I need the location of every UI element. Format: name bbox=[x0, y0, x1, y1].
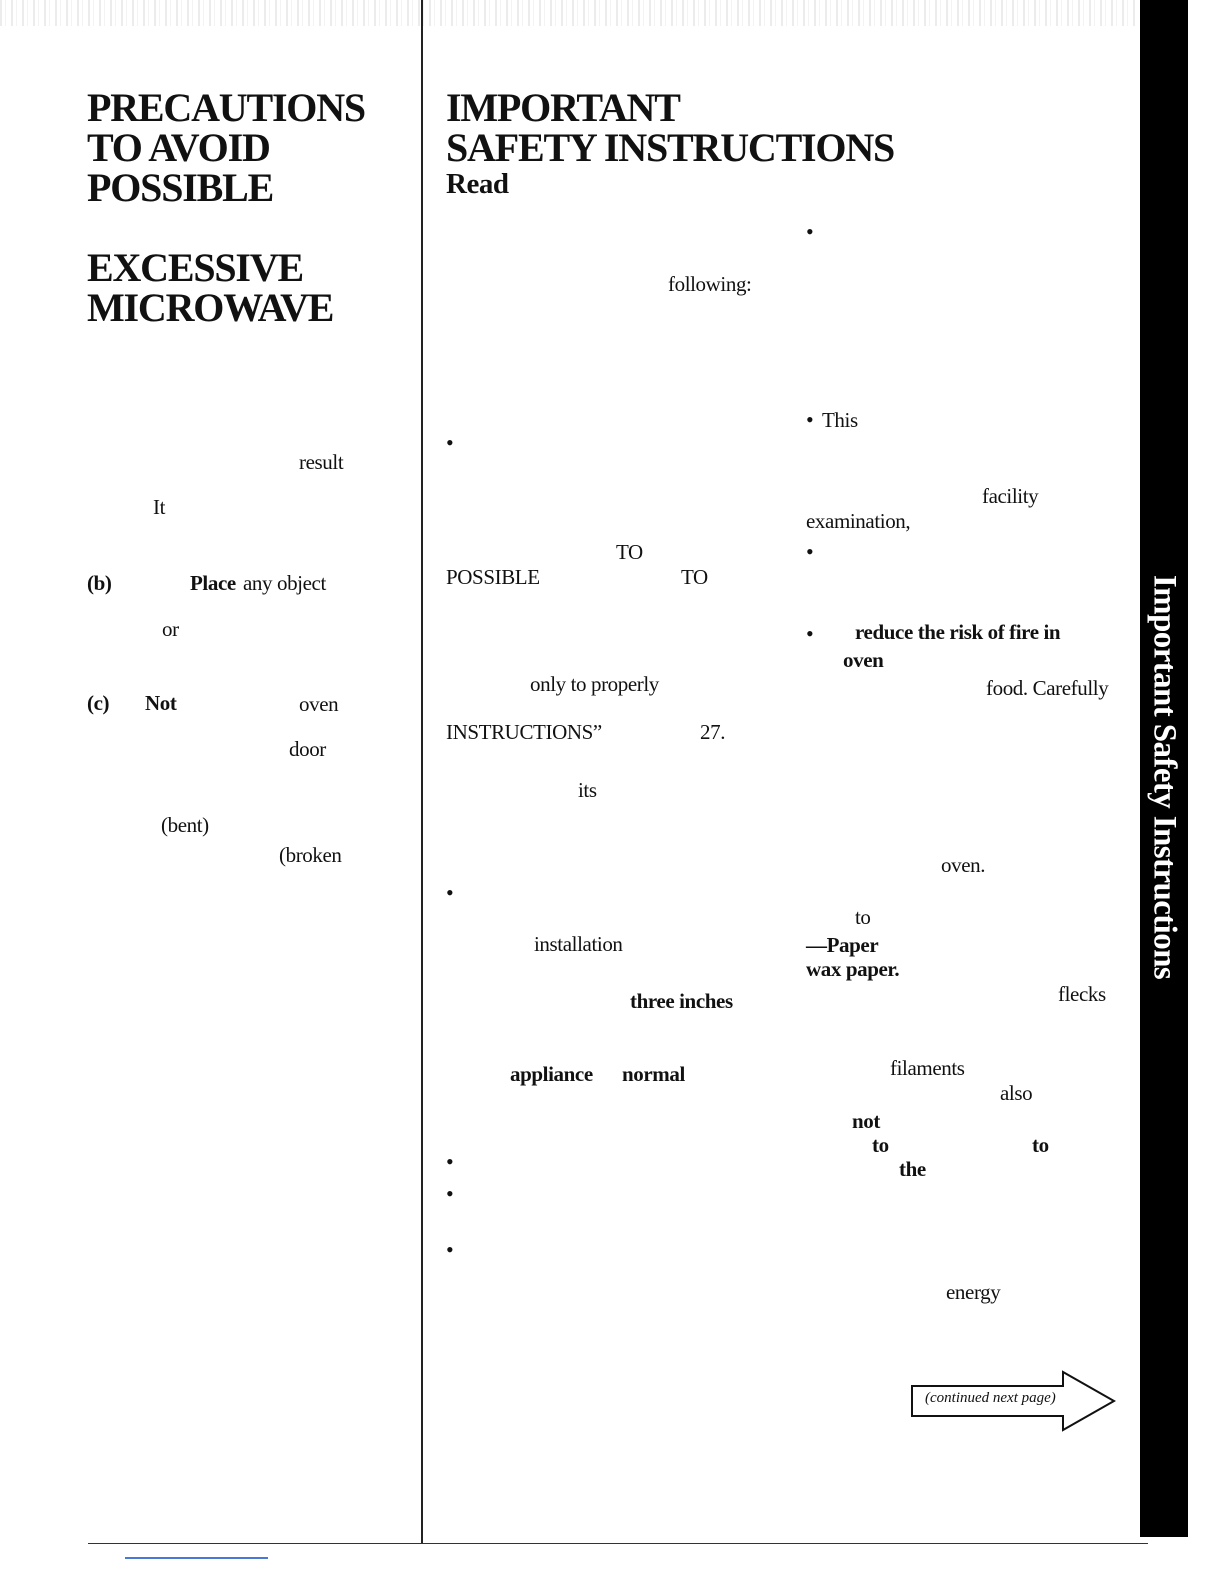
middle-text-appliance: appliance bbox=[510, 1062, 593, 1086]
left-text-result: result bbox=[299, 450, 344, 474]
bottom-rule bbox=[88, 1543, 1148, 1544]
right-text-facility: facility bbox=[982, 484, 1039, 508]
right-text-the: the bbox=[899, 1157, 926, 1181]
left-text-not: Not bbox=[145, 691, 177, 715]
left-text-it: It bbox=[153, 495, 166, 519]
middle-text-normal: normal bbox=[622, 1062, 685, 1086]
scan-noise-strip bbox=[0, 0, 1135, 26]
left-heading-line5: MICROWAVE bbox=[87, 285, 334, 330]
middle-text-installation: installation bbox=[534, 932, 623, 956]
right-text-wax-paper: wax paper. bbox=[806, 957, 900, 981]
right-heading-read: Read bbox=[446, 168, 509, 200]
left-text-bent: (bent) bbox=[161, 813, 209, 837]
bullet: • bbox=[806, 219, 814, 244]
right-text-this: This bbox=[822, 408, 858, 432]
column-divider bbox=[421, 0, 423, 1543]
right-text-filaments: filaments bbox=[890, 1056, 965, 1080]
right-text-also: also bbox=[1000, 1081, 1033, 1105]
right-text-examination: examination, bbox=[806, 509, 911, 533]
right-text-oven-bold: oven bbox=[843, 648, 884, 672]
right-text-oven: oven. bbox=[941, 853, 986, 877]
left-text-place: Place bbox=[190, 571, 236, 595]
middle-text-page-ref: 27. bbox=[700, 720, 726, 744]
left-text-broken: (broken bbox=[279, 843, 342, 867]
side-tab-label: Important Safety Instructions bbox=[1146, 574, 1183, 980]
continued-next-page-label: (continued next page) bbox=[925, 1390, 1056, 1406]
middle-text-only-to-properly: only to properly bbox=[530, 672, 659, 696]
middle-text-following: following: bbox=[668, 272, 752, 296]
right-text-paper: —Paper bbox=[806, 933, 879, 957]
left-text-door: door bbox=[289, 737, 326, 761]
bullet: • bbox=[806, 539, 814, 564]
middle-text-to: TO bbox=[616, 540, 643, 564]
right-text-not: not bbox=[852, 1109, 880, 1133]
left-heading-line2: TO AVOID bbox=[87, 125, 270, 170]
right-heading-line1: IMPORTANT bbox=[446, 85, 680, 130]
right-heading-line2: SAFETY INSTRUCTIONS bbox=[446, 125, 895, 170]
right-text-flecks: flecks bbox=[1058, 982, 1106, 1006]
bullet: • bbox=[446, 880, 454, 905]
left-text-or: or bbox=[162, 617, 179, 641]
left-item-c-label: (c) bbox=[87, 691, 110, 715]
bullet: • bbox=[446, 1181, 454, 1206]
middle-text-possible: POSSIBLE bbox=[446, 565, 540, 589]
bullet: • bbox=[806, 407, 814, 432]
bullet: • bbox=[446, 1149, 454, 1174]
middle-text-three-inches: three inches bbox=[630, 989, 733, 1013]
middle-text-to: TO bbox=[681, 565, 708, 589]
right-text-food-carefully: food. Carefully bbox=[986, 676, 1109, 700]
left-text-oven: oven bbox=[299, 692, 339, 716]
bullet: • bbox=[446, 430, 454, 455]
right-text-to: to bbox=[872, 1133, 889, 1157]
left-heading-line3: POSSIBLE bbox=[87, 165, 274, 210]
left-text-any-object: any object bbox=[243, 571, 326, 595]
bullet: • bbox=[446, 1237, 454, 1262]
middle-text-instructions: INSTRUCTIONS” bbox=[446, 720, 602, 744]
bullet: • bbox=[806, 621, 814, 646]
bottom-accent-line bbox=[125, 1557, 268, 1559]
left-heading-line4: EXCESSIVE bbox=[87, 245, 303, 290]
right-text-reduce-risk: reduce the risk of fire in bbox=[855, 620, 1061, 644]
middle-text-its: its bbox=[578, 778, 597, 802]
right-text-to: to bbox=[855, 905, 871, 929]
right-text-energy: energy bbox=[946, 1280, 1001, 1304]
left-heading-line1: PRECAUTIONS bbox=[87, 85, 365, 130]
right-text-to: to bbox=[1032, 1133, 1049, 1157]
left-item-b-label: (b) bbox=[87, 571, 112, 595]
